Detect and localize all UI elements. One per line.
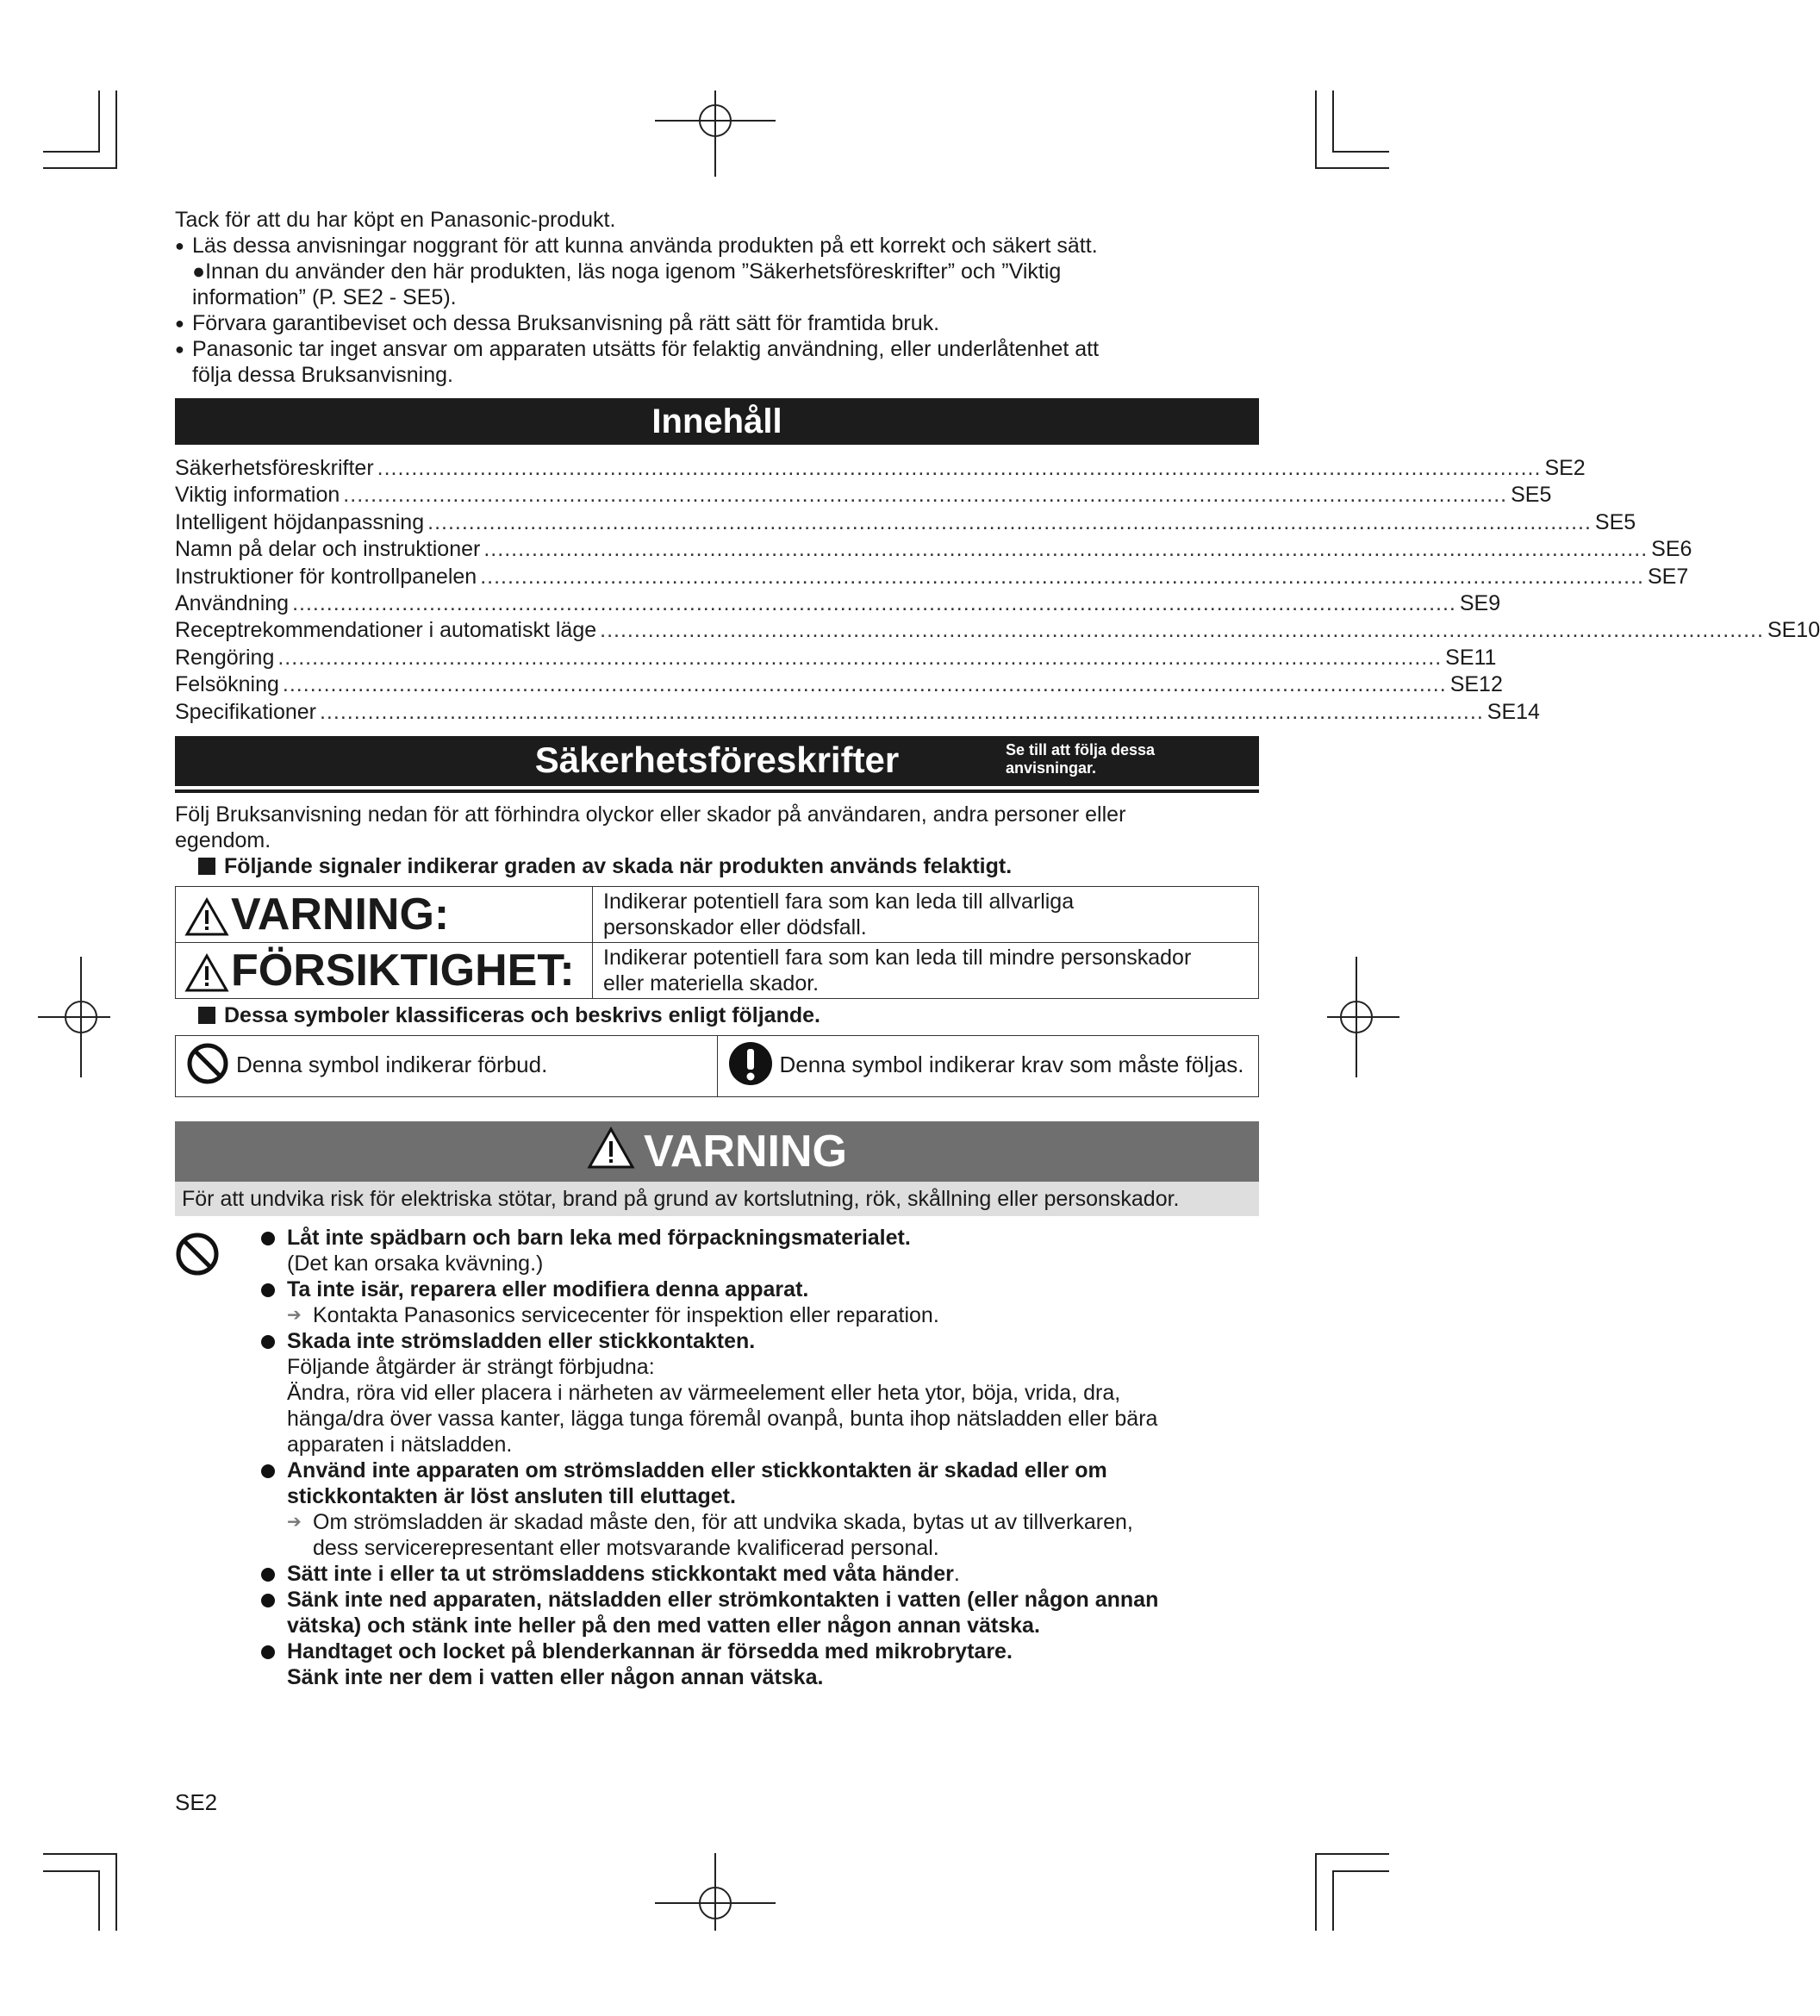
- registration-mark-right: [1327, 957, 1399, 1077]
- safety-title: Säkerhetsföreskrifter: [534, 739, 900, 780]
- intro-sub-bullet-line1: ●Innan du använder den här produkten, läs noga igenom ”Säkerhetsföreskrifter” och ”Viktig: [192, 259, 1062, 284]
- toc-row[interactable]: Säkerhetsföreskrifter .......................................................................................................................................................................... SE2: [175, 456, 1586, 480]
- toc-row[interactable]: Receptrekommendationer i automatiskt läge .......................................................................................................................................................................... SE10: [175, 618, 1820, 643]
- square-bullet-icon: [198, 1007, 215, 1024]
- toc-label: Namn på delar och instruktioner: [175, 537, 481, 562]
- safety-note-line1: Se till att följa dessa: [1006, 740, 1156, 758]
- toc-page: SE5: [1511, 483, 1552, 508]
- toc-row[interactable]: Rengöring .......................................................................................................................................................................... SE11: [175, 645, 1497, 670]
- list-item: Använd inte apparaten om strömsladden eller stickkontakten är skadad eller om stickkontakten är löst ansluten till eluttaget. ➔ Om strömsladden är skadad måste den, för att undvika skada, bytas ut av tillverkaren, dess servicerepresentant eller motsvarande kvalificerad personal.: [261, 1457, 1259, 1561]
- intro-sub-bullet-line2: information” (P. SE2 - SE5).: [192, 285, 457, 309]
- page-content: [175, 207, 1820, 1690]
- warning-section-bar: [175, 1121, 1259, 1182]
- intro-bullet-read: ● Läs dessa anvisningar noggrant för att kunna använda produkten på ett korrekt och säkert sätt.: [175, 233, 1259, 259]
- square-bullet-icon: [198, 858, 215, 875]
- registration-mark-bottom: [655, 1853, 776, 1931]
- toc-row[interactable]: Instruktioner för kontrollpanelen .......................................................................................................................................................................... SE7: [175, 564, 1689, 589]
- toc-label: Viktig information: [175, 483, 340, 508]
- list-item: Handtaget och locket på blenderkannan är försedda med mikrobrytare. Sänk inte ner dem i vatten eller någon annan vätska.: [261, 1638, 1259, 1690]
- toc-page: SE14: [1487, 699, 1540, 724]
- safety-intro: [175, 802, 1259, 853]
- caution-description: Indikerar potentiell fara som kan leda till mindre personskador eller materiella skador.: [593, 942, 1259, 998]
- toc-page: SE10: [1767, 618, 1820, 643]
- signals-heading: Följande signaler indikerar graden av skada när produkten används felaktigt.: [198, 853, 1259, 879]
- arrow-note: ➔ Om strömsladden är skadad måste den, för att undvika skada, bytas ut av tillverkaren,: [287, 1509, 1259, 1535]
- registration-mark-left: [38, 957, 110, 1077]
- warning-list: [175, 1225, 1259, 1690]
- toc-label: Specifikationer: [175, 699, 316, 724]
- toc-label: Felsökning: [175, 672, 279, 697]
- toc-label: Intelligent höjdanpassning: [175, 509, 425, 534]
- list-item: Sänk inte ned apparaten, nätsladden eller strömkontakten i vatten (eller någon annan vätska) och stänk inte heller på den med vatten eller någon annan vätska.: [261, 1587, 1259, 1638]
- toc-row[interactable]: Intelligent höjdanpassning .......................................................................................................................................................................... SE5: [175, 509, 1636, 534]
- list-item: Sätt inte i eller ta ut strömsladdens stickkontakt med våta händer.: [261, 1561, 1259, 1587]
- arrow-note: ➔ Kontakta Panasonics servicecenter för inspektion eller reparation.: [287, 1302, 1259, 1328]
- prohibit-symbol-cell: Denna symbol indikerar förbud.: [176, 1035, 718, 1096]
- prohibit-icon: [186, 1042, 229, 1090]
- symbols-heading: Dessa symboler klassificeras och beskrivs enligt följande.: [198, 1002, 1259, 1028]
- warning-description: Indikerar potentiell fara som kan leda till allvarliga personskador eller dödsfall.: [593, 886, 1259, 942]
- toc-page: SE12: [1449, 672, 1503, 697]
- toc-label: Rengöring: [175, 645, 275, 670]
- toc-label: Instruktioner för kontrollpanelen: [175, 564, 477, 589]
- toc-page: SE7: [1648, 564, 1689, 589]
- toc-label: Användning: [175, 590, 290, 615]
- signal-word-table: [175, 886, 1259, 999]
- safety-note: [1006, 741, 1230, 777]
- toc-page: SE6: [1651, 537, 1692, 562]
- mandatory-symbol-cell: Denna symbol indikerar krav som måste följas.: [717, 1035, 1259, 1096]
- toc-label: Receptrekommendationer i automatiskt läge: [175, 618, 597, 643]
- toc-page: SE2: [1544, 456, 1586, 480]
- toc-page: SE5: [1594, 509, 1636, 534]
- warning-section-title: VARNING: [644, 1126, 847, 1177]
- toc-label: Säkerhetsföreskrifter: [175, 456, 374, 480]
- mandatory-icon: [728, 1041, 773, 1091]
- list-item: Låt inte spädbarn och barn leka med förpackningsmaterialet. (Det kan orsaka kvävning.): [261, 1225, 1259, 1276]
- warning-triangle-icon: [184, 897, 229, 937]
- toc-row[interactable]: Viktig information .......................................................................................................................................................................... SE5: [175, 483, 1552, 508]
- safety-title-bar: [175, 736, 1259, 786]
- toc-page: SE11: [1445, 645, 1497, 670]
- toc-row[interactable]: Specifikationer .......................................................................................................................................................................... SE14: [175, 699, 1540, 724]
- page-number: SE2: [175, 1789, 218, 1815]
- list-item: Skada inte strömsladden eller stickkontakten. Följande åtgärder är strängt förbjudna: Ändra, röra vid eller placera i närheten av värmeelement eller heta ytor, böja, vrida, dra, hänga/dra över vassa kanter, lägga tunga föremål ovanpå, bunta ihop nätsladden eller bära apparaten i nätsladden.: [261, 1328, 1259, 1457]
- intro: [175, 207, 1259, 388]
- warning-triangle-icon: [587, 1127, 635, 1170]
- toc-title-bar: [175, 398, 1259, 445]
- divider: [175, 790, 1259, 793]
- toc-row[interactable]: Användning .......................................................................................................................................................................... SE9: [175, 590, 1501, 615]
- caution-signal: FÖRSIKTIGHET:: [176, 942, 593, 998]
- caution-triangle-icon: [184, 953, 229, 993]
- toc-row[interactable]: Namn på delar och instruktioner .......................................................................................................................................................................... SE6: [175, 537, 1692, 562]
- intro-bullet-liability-line1: ● Panasonic tar inget ansvar om apparaten utsätts för felaktig användning, eller underlåtenhet att: [175, 336, 1259, 362]
- intro-bullet-liability-line2: följa dessa Bruksanvisning.: [192, 363, 453, 387]
- intro-bullet-keep: ● Förvara garantibeviset och dessa Bruksanvisning på rätt sätt för framtida bruk.: [175, 310, 1259, 336]
- toc-title: Innehåll: [651, 403, 782, 440]
- safety-note-line2: anvisningar.: [1006, 758, 1097, 777]
- warning-signal: VARNING:: [176, 886, 593, 942]
- warning-section-subtitle: För att undvika risk för elektriska stötar, brand på grund av kortslutning, rök, skållning eller personskador.: [175, 1182, 1259, 1216]
- prohibit-icon: [175, 1232, 220, 1283]
- list-item: Ta inte isär, reparera eller modifiera denna apparat. ➔ Kontakta Panasonics servicecenter för inspektion eller reparation.: [261, 1276, 1259, 1328]
- symbol-table: [175, 1035, 1259, 1097]
- intro-thanks: Tack för att du har köpt en Panasonic-produkt.: [175, 208, 616, 232]
- safety-intro-line1: Följ Bruksanvisning nedan för att förhindra olyckor eller skador på användaren, andra personer eller: [175, 802, 1126, 827]
- registration-mark-top: [655, 91, 776, 177]
- safety-intro-line2: egendom.: [175, 827, 271, 852]
- toc-page: SE9: [1459, 590, 1501, 615]
- toc-row[interactable]: Felsökning .......................................................................................................................................................................... SE12: [175, 672, 1503, 697]
- table-of-contents: [175, 455, 1820, 726]
